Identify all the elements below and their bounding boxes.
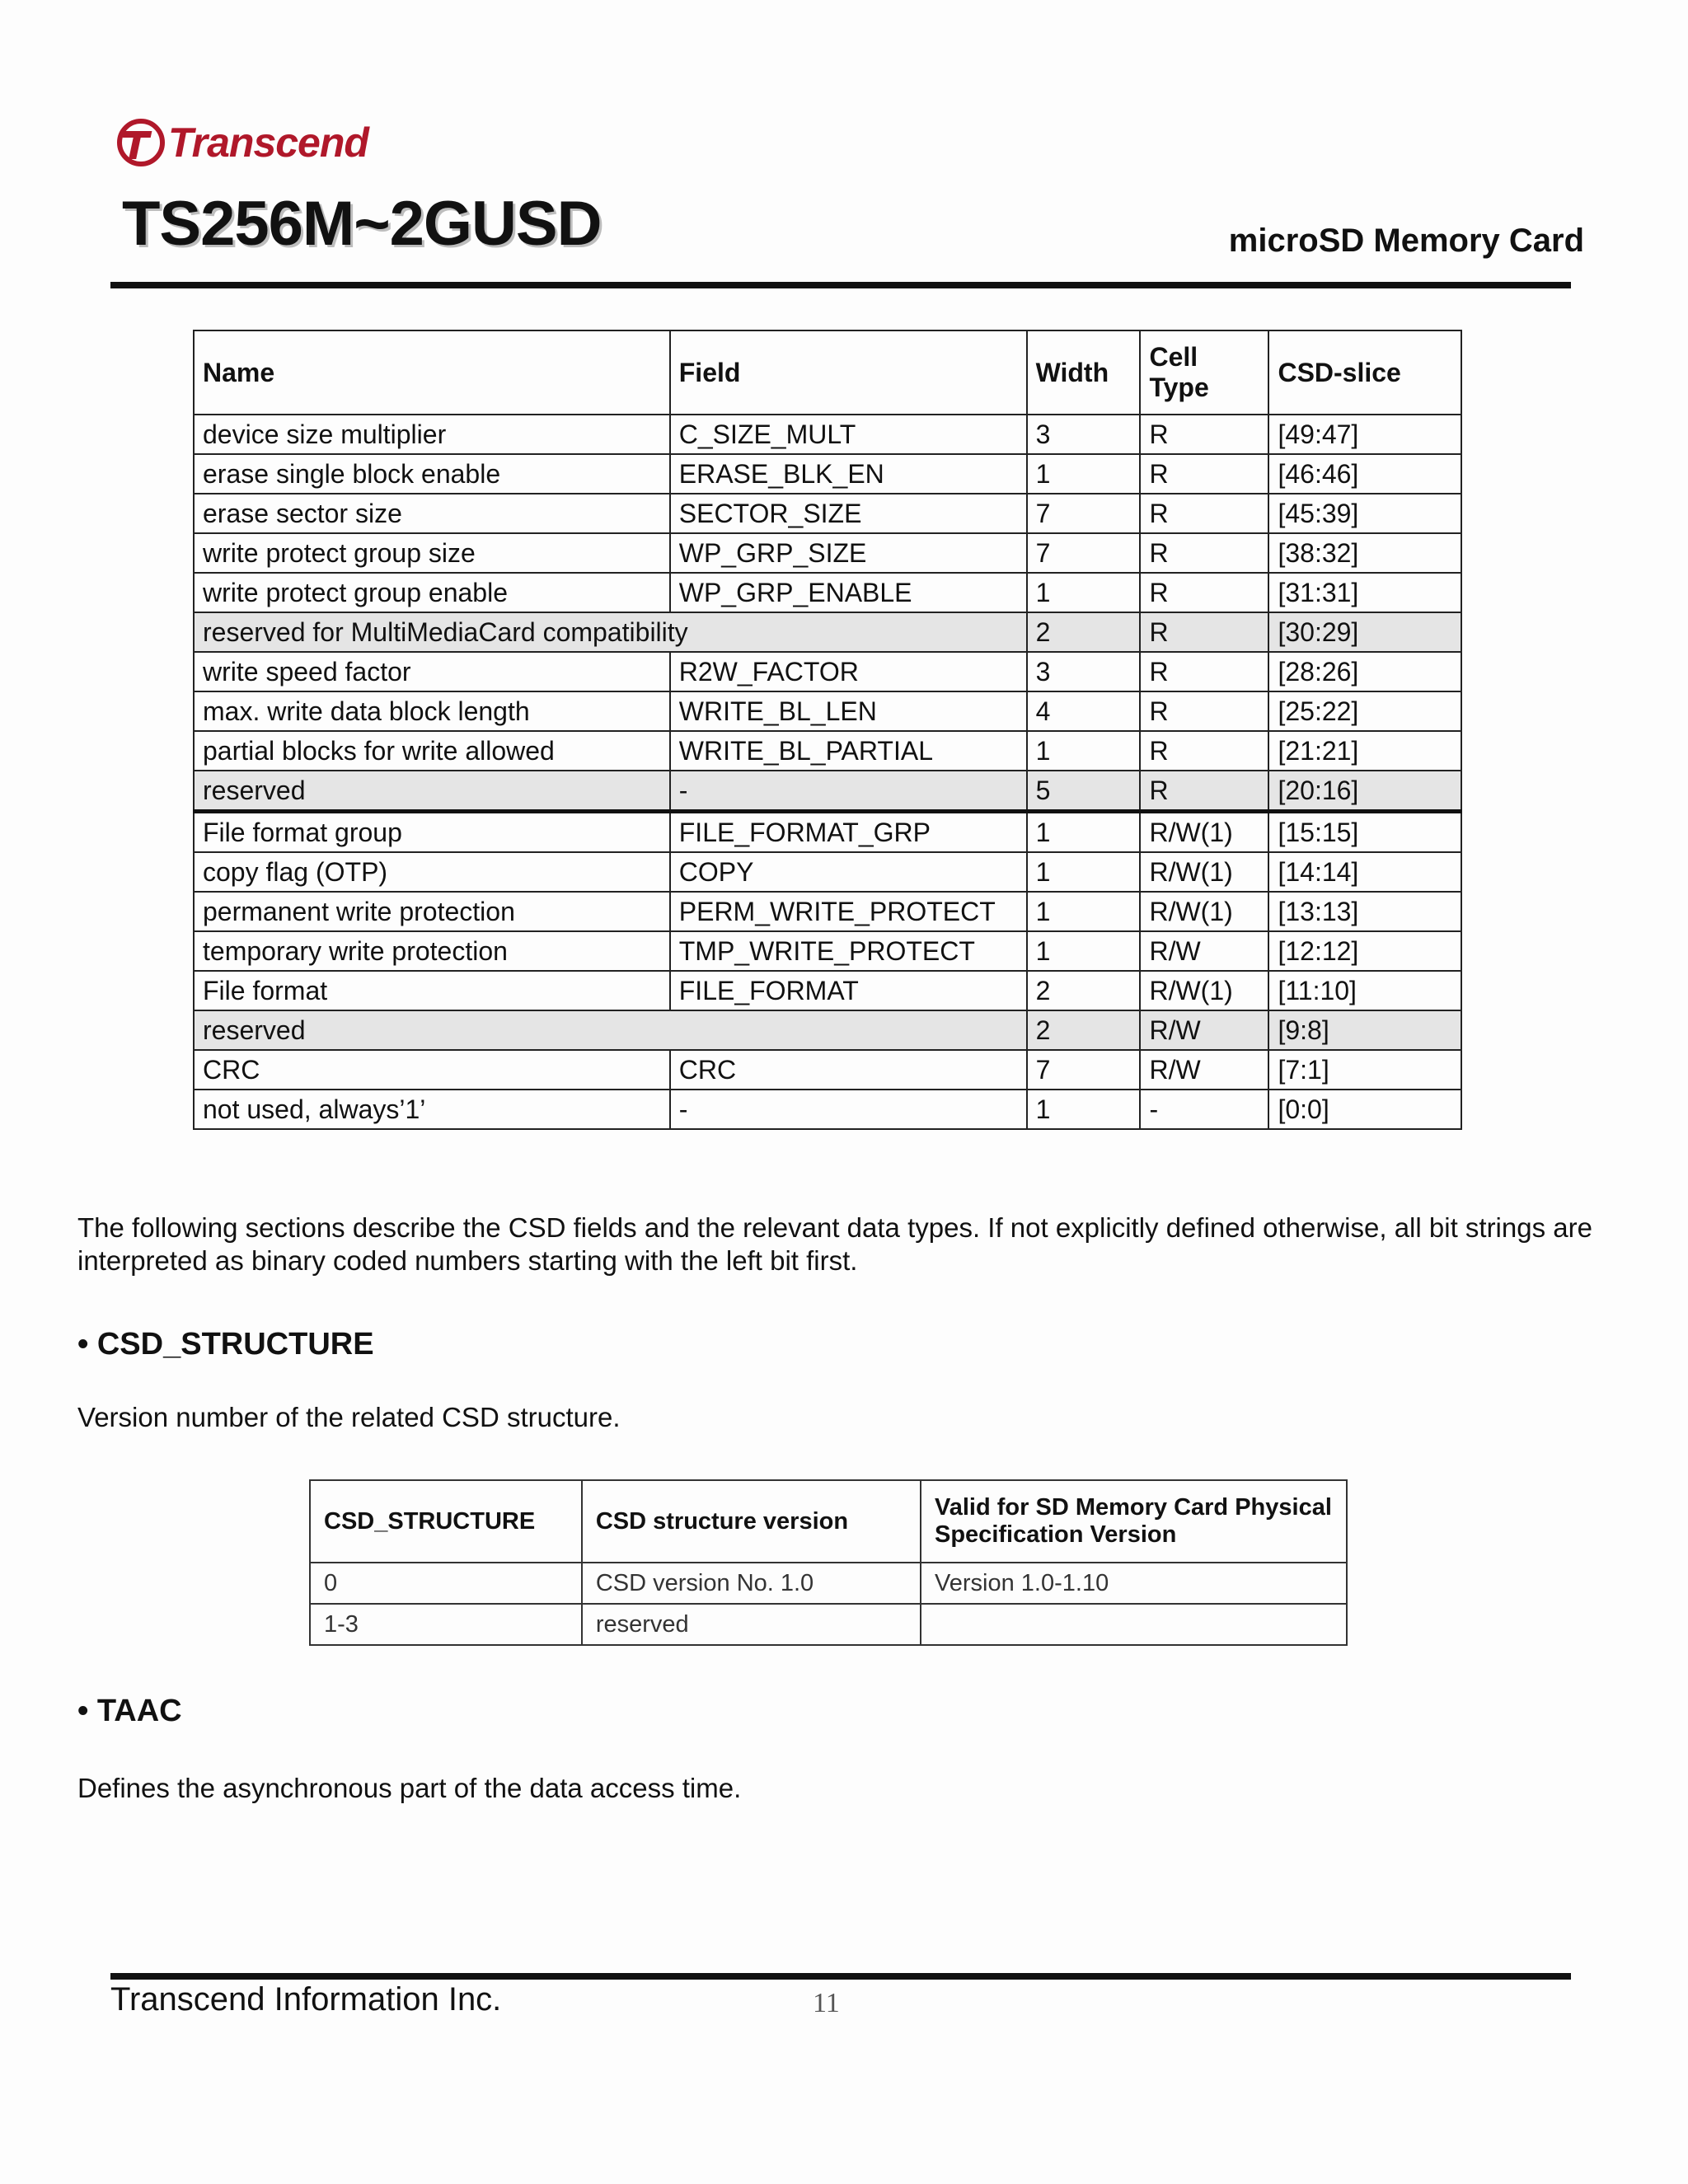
- cell-width: 7: [1027, 494, 1141, 533]
- cell-name: permanent write protection: [194, 892, 670, 931]
- taac-description: Defines the asynchronous part of the data access time.: [77, 1773, 742, 1803]
- cell-width: 1: [1027, 1090, 1141, 1129]
- cell-type: R/W(1): [1140, 852, 1268, 892]
- cell-type: R: [1140, 494, 1268, 533]
- cell-type: R: [1140, 771, 1268, 812]
- csd-structure-description: Version number of the related CSD structure.: [77, 1402, 621, 1432]
- cell-field: WP_GRP_ENABLE: [670, 573, 1027, 612]
- cell-name: reserved for MultiMediaCard compatibility: [194, 612, 1027, 652]
- table-row: [194, 731, 1461, 771]
- header-csd-structure: CSD_STRUCTURE: [310, 1480, 582, 1563]
- cell-type: R: [1140, 652, 1268, 691]
- cell-name: File format: [194, 971, 670, 1010]
- csd-structure-heading: • CSD_STRUCTURE: [77, 1327, 374, 1361]
- cell-name: reserved: [194, 1010, 1027, 1050]
- table-row: [310, 1563, 1347, 1604]
- cell-version: CSD version No. 1.0: [582, 1563, 921, 1604]
- cell-version: reserved: [582, 1604, 921, 1645]
- cell-type: R/W(1): [1140, 971, 1268, 1010]
- table-row: [194, 1050, 1461, 1090]
- cell-name: File format group: [194, 812, 670, 853]
- cell-type: R/W: [1140, 1050, 1268, 1090]
- table-row: [194, 691, 1461, 731]
- cell-width: 1: [1027, 812, 1141, 853]
- cell-slice: [15:15]: [1268, 812, 1461, 853]
- cell-width: 5: [1027, 771, 1141, 812]
- table-row: [194, 971, 1461, 1010]
- table-row: [194, 573, 1461, 612]
- cell-type: R: [1140, 533, 1268, 573]
- cell-type: -: [1140, 1090, 1268, 1129]
- cell-slice: [14:14]: [1268, 852, 1461, 892]
- cell-slice: [11:10]: [1268, 971, 1461, 1010]
- cell-type: R: [1140, 691, 1268, 731]
- cell-name: device size multiplier: [194, 415, 670, 454]
- cell-slice: [46:46]: [1268, 454, 1461, 494]
- cell-width: 1: [1027, 852, 1141, 892]
- footer-company: Transcend Information Inc.: [110, 1981, 502, 2018]
- cell-field: -: [670, 1090, 1027, 1129]
- cell-field: C_SIZE_MULT: [670, 415, 1027, 454]
- cell-name: max. write data block length: [194, 691, 670, 731]
- cell-field: ERASE_BLK_EN: [670, 454, 1027, 494]
- cell-valid-for: [921, 1604, 1347, 1645]
- cell-width: 1: [1027, 892, 1141, 931]
- cell-field: -: [670, 771, 1027, 812]
- cell-width: 2: [1027, 971, 1141, 1010]
- cell-name: erase single block enable: [194, 454, 670, 494]
- cell-slice: [13:13]: [1268, 892, 1461, 931]
- cell-width: 7: [1027, 533, 1141, 573]
- cell-name: write protect group enable: [194, 573, 670, 612]
- cell-width: 2: [1027, 612, 1141, 652]
- table-row: [310, 1604, 1347, 1645]
- csd-register-table: [193, 330, 1462, 1130]
- cell-slice: [28:26]: [1268, 652, 1461, 691]
- cell-field: WRITE_BL_PARTIAL: [670, 731, 1027, 771]
- transcend-logo: [115, 115, 368, 170]
- cell-type: R/W: [1140, 931, 1268, 971]
- cell-field: R2W_FACTOR: [670, 652, 1027, 691]
- cell-type: R: [1140, 454, 1268, 494]
- cell-field: PERM_WRITE_PROTECT: [670, 892, 1027, 931]
- cell-width: 7: [1027, 1050, 1141, 1090]
- footer-rule: [110, 1973, 1571, 1980]
- cell-name: erase sector size: [194, 494, 670, 533]
- cell-name: reserved: [194, 771, 670, 812]
- cell-name: write protect group size: [194, 533, 670, 573]
- cell-slice: [12:12]: [1268, 931, 1461, 971]
- header-valid-for: Valid for SD Memory Card Physical Specification Version: [921, 1480, 1347, 1563]
- table-row: [194, 612, 1461, 652]
- cell-slice: [7:1]: [1268, 1050, 1461, 1090]
- cell-type: R: [1140, 573, 1268, 612]
- cell-slice: [20:16]: [1268, 771, 1461, 812]
- table-row: [194, 415, 1461, 454]
- cell-width: 3: [1027, 415, 1141, 454]
- cell-width: 4: [1027, 691, 1141, 731]
- table-row: [194, 771, 1461, 812]
- cell-width: 1: [1027, 573, 1141, 612]
- header-structure-version: CSD structure version: [582, 1480, 921, 1563]
- cell-name: partial blocks for write allowed: [194, 731, 670, 771]
- cell-field: SECTOR_SIZE: [670, 494, 1027, 533]
- cell-slice: [0:0]: [1268, 1090, 1461, 1129]
- table-row: [194, 533, 1461, 573]
- page-number: 11: [813, 1988, 840, 2018]
- table-row: [194, 1090, 1461, 1129]
- cell-field: COPY: [670, 852, 1027, 892]
- cell-slice: [25:22]: [1268, 691, 1461, 731]
- cell-slice: [31:31]: [1268, 573, 1461, 612]
- cell-field: WRITE_BL_LEN: [670, 691, 1027, 731]
- table-row: [194, 812, 1461, 853]
- intro-paragraph: The following sections describe the CSD fields and the relevant data types. If not explicitly defined otherwise, all bit strings are interpreted as binary coded numbers starting with the left bit first.: [77, 1212, 1592, 1276]
- table-header-row: [310, 1480, 1347, 1563]
- cell-slice: [9:8]: [1268, 1010, 1461, 1050]
- cell-field: CRC: [670, 1050, 1027, 1090]
- cell-slice: [21:21]: [1268, 731, 1461, 771]
- table-row: [194, 931, 1461, 971]
- table-row: [194, 852, 1461, 892]
- table-row: [194, 1010, 1461, 1050]
- cell-slice: [30:29]: [1268, 612, 1461, 652]
- cell-name: not used, always’1’: [194, 1090, 670, 1129]
- cell-width: 1: [1027, 454, 1141, 494]
- cell-field: TMP_WRITE_PROTECT: [670, 931, 1027, 971]
- cell-value: 0: [310, 1563, 582, 1604]
- cell-field: WP_GRP_SIZE: [670, 533, 1027, 573]
- cell-slice: [38:32]: [1268, 533, 1461, 573]
- cell-name: CRC: [194, 1050, 670, 1090]
- cell-value: 1-3: [310, 1604, 582, 1645]
- header-csd-slice: CSD-slice: [1268, 330, 1461, 415]
- cell-width: 1: [1027, 931, 1141, 971]
- table-header-row: [194, 330, 1461, 415]
- cell-name: temporary write protection: [194, 931, 670, 971]
- cell-type: R: [1140, 612, 1268, 652]
- taac-heading: • TAAC: [77, 1694, 182, 1728]
- cell-field: FILE_FORMAT_GRP: [670, 812, 1027, 853]
- table-row: [194, 454, 1461, 494]
- cell-type: R: [1140, 731, 1268, 771]
- table-row: [194, 892, 1461, 931]
- cell-width: 2: [1027, 1010, 1141, 1050]
- transcend-logo-icon: [115, 117, 166, 168]
- csd-structure-version-table: [309, 1479, 1348, 1646]
- table-row: [194, 494, 1461, 533]
- product-title: TS256M~2GUSD: [122, 189, 602, 259]
- cell-field: FILE_FORMAT: [670, 971, 1027, 1010]
- cell-slice: [45:39]: [1268, 494, 1461, 533]
- cell-width: 3: [1027, 652, 1141, 691]
- cell-type: R: [1140, 415, 1268, 454]
- header-name: Name: [194, 330, 670, 415]
- cell-type: R/W(1): [1140, 892, 1268, 931]
- cell-name: copy flag (OTP): [194, 852, 670, 892]
- table-row: [194, 652, 1461, 691]
- product-subtitle: microSD Memory Card: [1228, 223, 1584, 259]
- header-rule: [110, 282, 1571, 288]
- cell-type: R/W(1): [1140, 812, 1268, 853]
- brand-name: Transcend: [168, 120, 368, 166]
- header-field: Field: [670, 330, 1027, 415]
- cell-valid-for: Version 1.0-1.10: [921, 1563, 1347, 1604]
- cell-name: write speed factor: [194, 652, 670, 691]
- header-width: Width: [1027, 330, 1141, 415]
- header-cell-type: Cell Type: [1140, 330, 1268, 415]
- cell-type: R/W: [1140, 1010, 1268, 1050]
- cell-slice: [49:47]: [1268, 415, 1461, 454]
- cell-width: 1: [1027, 731, 1141, 771]
